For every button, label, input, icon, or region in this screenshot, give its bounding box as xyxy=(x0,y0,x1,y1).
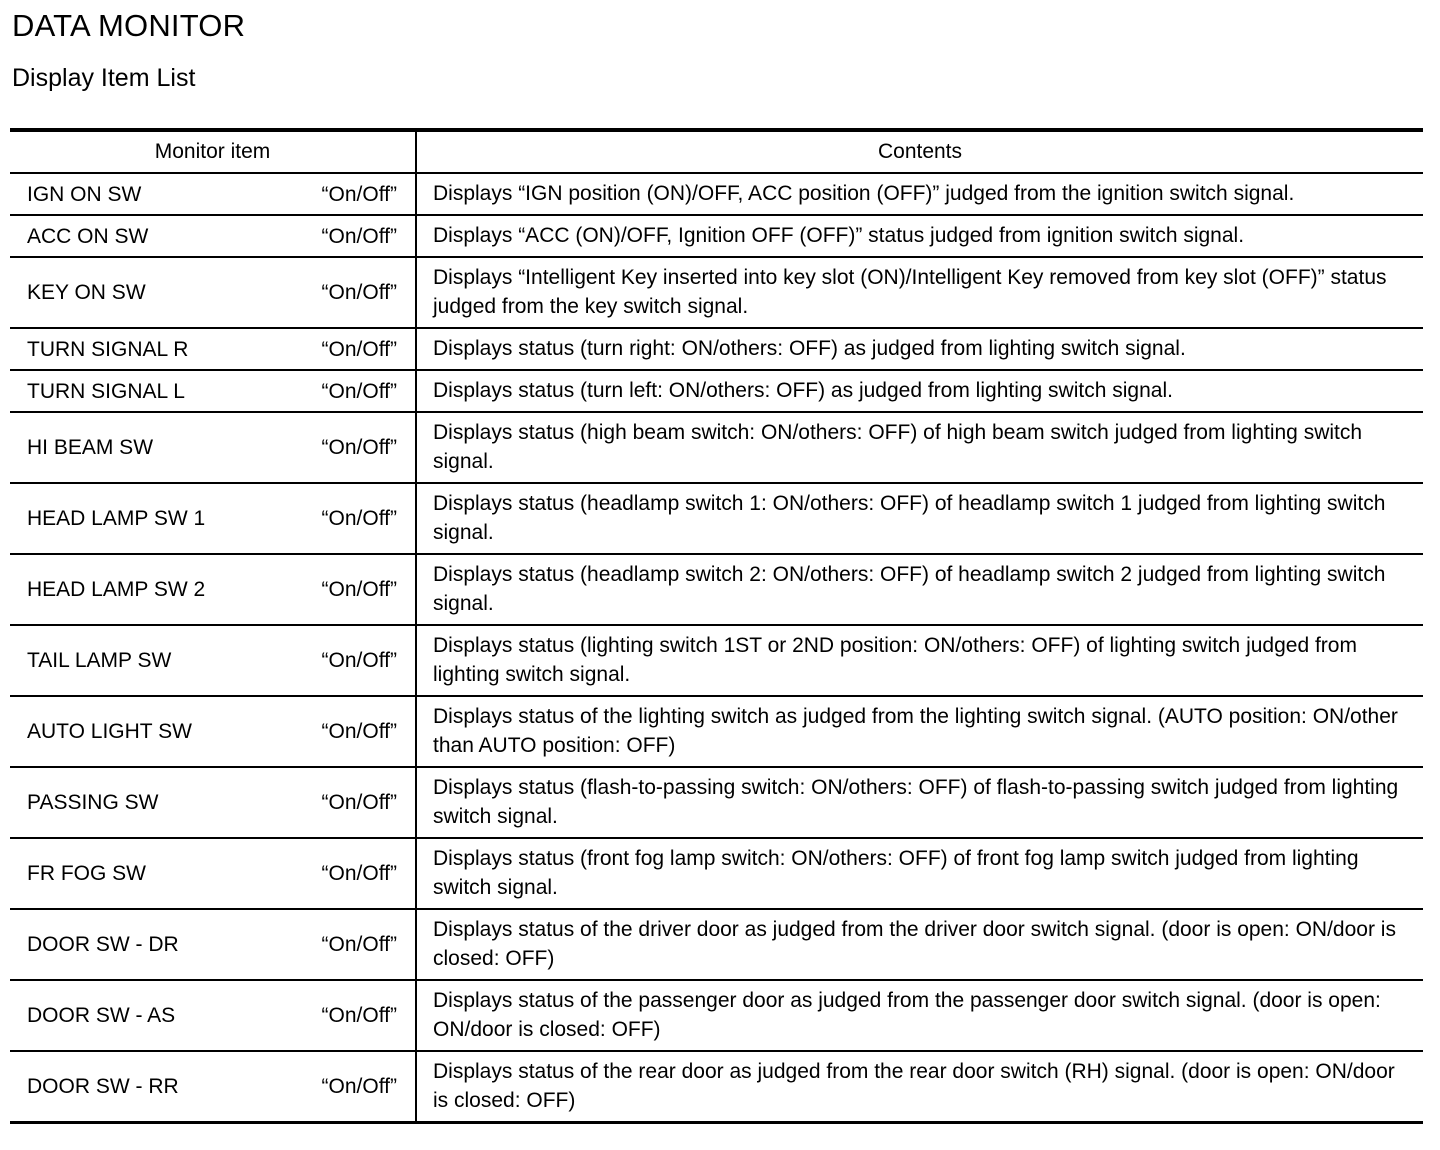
monitor-item-name: DOOR SW - RR xyxy=(27,1075,179,1098)
monitor-item-cell xyxy=(10,257,416,328)
page-subtitle: Display Item List xyxy=(12,64,196,92)
contents-text: Displays “ACC (ON)/OFF, Ignition OFF (OFF)” status judged from ignition switch signal. xyxy=(433,224,1245,247)
monitor-item-name: KEY ON SW xyxy=(27,281,146,304)
monitor-item-cell xyxy=(10,1051,416,1123)
monitor-item-cell xyxy=(10,554,416,625)
monitor-item-cell xyxy=(10,696,416,767)
contents-cell xyxy=(416,370,1423,412)
monitor-item-cell xyxy=(10,412,416,483)
table-row xyxy=(10,257,1423,328)
contents-cell xyxy=(416,412,1423,483)
contents-text: Displays “Intelligent Key inserted into key slot (ON)/Intelligent Key removed from key slot (OFF)” status judged from the key switch signal. xyxy=(433,266,1387,318)
monitor-item-name: TURN SIGNAL L xyxy=(27,379,185,403)
contents-cell xyxy=(416,1051,1423,1123)
monitor-item-cell xyxy=(10,980,416,1051)
contents-cell xyxy=(416,980,1423,1051)
table-row xyxy=(10,554,1423,625)
contents-text: Displays status (headlamp switch 1: ON/others: OFF) of headlamp switch 1 judged from lighting switch signal. xyxy=(433,492,1386,544)
contents-text: Displays status of the rear door as judged from the rear door switch (RH) signal. (door is open: ON/door is closed: OFF) xyxy=(433,1060,1395,1112)
monitor-item-value: “On/Off” xyxy=(321,862,397,885)
monitor-item-name: HI BEAM SW xyxy=(27,436,154,459)
monitor-item-cell xyxy=(10,767,416,838)
contents-cell xyxy=(416,215,1423,257)
monitor-item-name: TURN SIGNAL R xyxy=(27,337,189,361)
monitor-item-name: AUTO LIGHT SW xyxy=(27,720,192,743)
monitor-item-value: “On/Off” xyxy=(321,649,397,672)
monitor-item-value: “On/Off” xyxy=(321,281,397,304)
contents-cell xyxy=(416,483,1423,554)
monitor-item-value: “On/Off” xyxy=(321,578,397,601)
header-contents: Contents xyxy=(416,130,1423,173)
table-row xyxy=(10,412,1423,483)
page-title: DATA MONITOR xyxy=(12,8,246,43)
monitor-item-cell xyxy=(10,625,416,696)
contents-text: Displays status (turn left: ON/others: OFF) as judged from lighting switch signal. xyxy=(433,379,1173,402)
contents-cell xyxy=(416,173,1423,215)
monitor-item-name: PASSING SW xyxy=(27,791,159,814)
monitor-item-value: “On/Off” xyxy=(321,379,397,403)
contents-text: Displays status (turn right: ON/others: OFF) as judged from lighting switch signal. xyxy=(433,337,1186,360)
monitor-item-value: “On/Off” xyxy=(321,720,397,743)
monitor-item-name: TAIL LAMP SW xyxy=(27,649,172,672)
contents-cell xyxy=(416,328,1423,370)
monitor-item-value: “On/Off” xyxy=(321,224,397,248)
table-row xyxy=(10,215,1423,257)
monitor-item-value: “On/Off” xyxy=(321,1075,397,1098)
table-header-row xyxy=(10,130,1423,173)
monitor-item-cell xyxy=(10,370,416,412)
monitor-item-value: “On/Off” xyxy=(321,436,397,459)
table-row xyxy=(10,696,1423,767)
contents-text: Displays status (flash-to-passing switch: ON/others: OFF) of flash-to-passing switch judged from lighting switch signal. xyxy=(433,776,1399,828)
monitor-item-name: FR FOG SW xyxy=(27,862,146,885)
monitor-item-value: “On/Off” xyxy=(321,1004,397,1027)
contents-text: Displays “IGN position (ON)/OFF, ACC position (OFF)” judged from the ignition switch signal. xyxy=(433,182,1295,205)
monitor-item-value: “On/Off” xyxy=(321,507,397,530)
contents-text: Displays status of the driver door as judged from the driver door switch signal. (door is open: ON/door is closed: OFF) xyxy=(433,918,1396,970)
table-row xyxy=(10,838,1423,909)
table-row xyxy=(10,328,1423,370)
contents-cell xyxy=(416,838,1423,909)
table-row xyxy=(10,370,1423,412)
contents-text: Displays status (front fog lamp switch: ON/others: OFF) of front fog lamp switch judged from lighting switch signal. xyxy=(433,847,1359,899)
contents-text: Displays status (headlamp switch 2: ON/others: OFF) of headlamp switch 2 judged from lighting switch signal. xyxy=(433,563,1386,615)
contents-cell xyxy=(416,554,1423,625)
monitor-item-name: IGN ON SW xyxy=(27,182,142,206)
contents-cell xyxy=(416,625,1423,696)
monitor-item-value: “On/Off” xyxy=(321,337,397,361)
monitor-item-value: “On/Off” xyxy=(321,791,397,814)
monitor-item-value: “On/Off” xyxy=(321,933,397,956)
table-row xyxy=(10,625,1423,696)
table-row xyxy=(10,173,1423,215)
monitor-item-value: “On/Off” xyxy=(321,182,397,206)
table-row xyxy=(10,483,1423,554)
table-row xyxy=(10,980,1423,1051)
contents-text: Displays status (high beam switch: ON/others: OFF) of high beam switch judged from lighting switch signal. xyxy=(433,421,1363,473)
table-row xyxy=(10,1051,1423,1123)
contents-cell xyxy=(416,909,1423,980)
contents-cell xyxy=(416,767,1423,838)
monitor-item-name: HEAD LAMP SW 2 xyxy=(27,578,206,601)
monitor-item-name: HEAD LAMP SW 1 xyxy=(27,507,206,530)
table-row xyxy=(10,767,1423,838)
table-row xyxy=(10,909,1423,980)
display-item-table xyxy=(10,128,1423,1124)
header-monitor-item: Monitor item xyxy=(10,130,416,173)
contents-text: Displays status of the lighting switch as judged from the lighting switch signal. (AUTO position: ON/other than AUTO position: OFF) xyxy=(433,705,1398,757)
monitor-item-cell xyxy=(10,328,416,370)
contents-text: Displays status of the passenger door as judged from the passenger door switch signal. (door is open: ON/door is closed: OFF) xyxy=(433,989,1381,1041)
monitor-item-name: DOOR SW - AS xyxy=(27,1004,176,1027)
monitor-item-cell xyxy=(10,838,416,909)
contents-text: Displays status (lighting switch 1ST or 2ND position: ON/others: OFF) of lighting switch judged from lighting switch signal. xyxy=(433,634,1357,686)
monitor-item-name: ACC ON SW xyxy=(27,224,149,248)
monitor-item-cell xyxy=(10,173,416,215)
monitor-item-cell xyxy=(10,909,416,980)
contents-cell xyxy=(416,257,1423,328)
monitor-item-name: DOOR SW - DR xyxy=(27,933,179,956)
monitor-item-cell xyxy=(10,215,416,257)
monitor-item-cell xyxy=(10,483,416,554)
contents-cell xyxy=(416,696,1423,767)
